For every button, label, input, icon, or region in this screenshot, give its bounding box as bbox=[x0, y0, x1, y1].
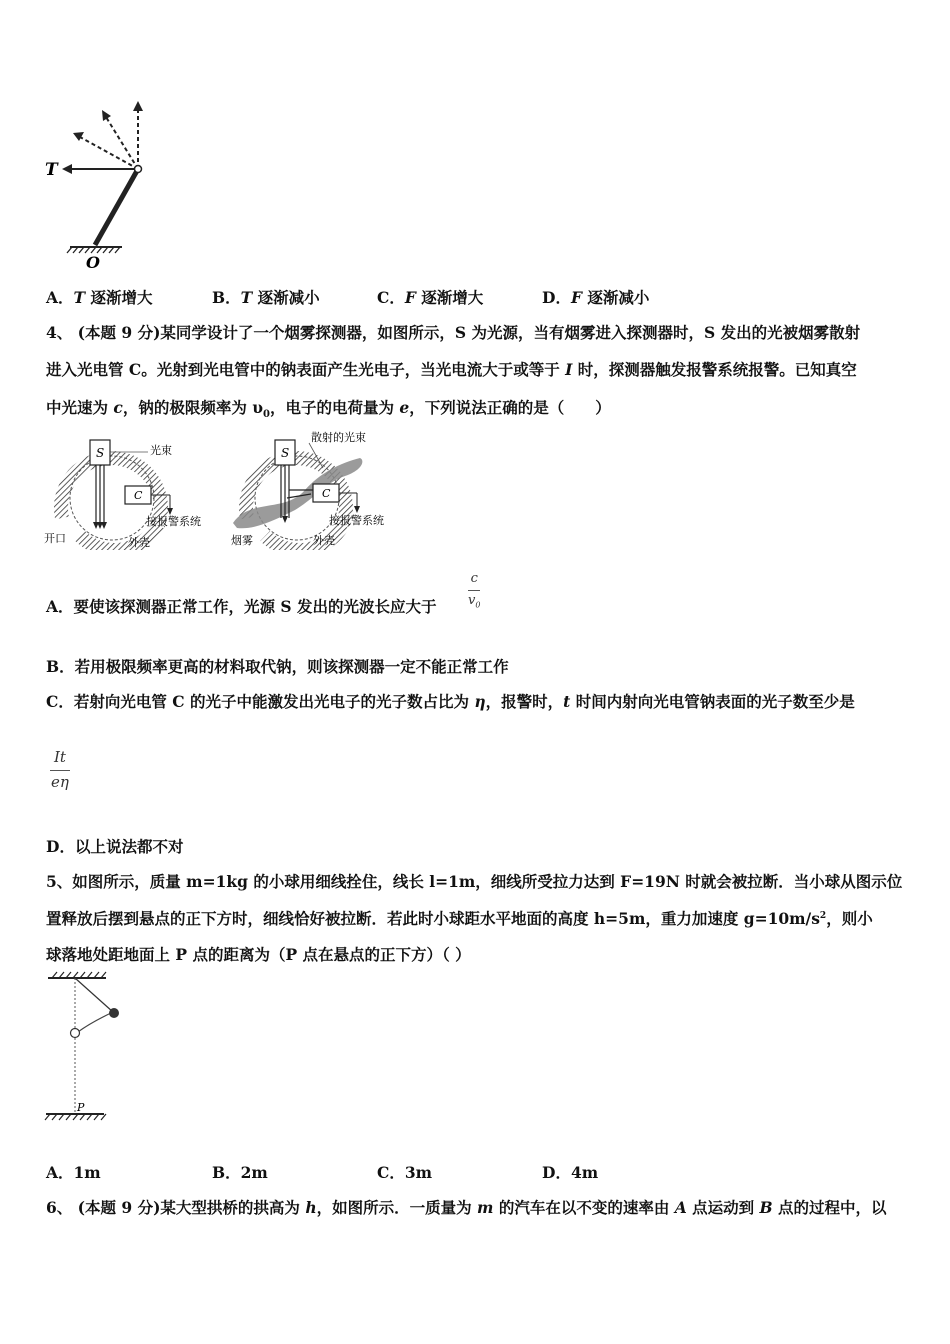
q5-line-2: 置释放后摆到悬点的正下方时，细线恰好被拉断．若此时小球距水平地面的高度 h=5m，重力加速度 $g=10m/s^2$，则小 bbox=[46, 909, 873, 928]
label-P: P bbox=[77, 1101, 85, 1114]
q3-option-b: B．T 逐渐减小 bbox=[212, 288, 320, 307]
fig-right-alarm: 接报警系统 bbox=[329, 514, 384, 527]
fig-left-beam: 光束 bbox=[150, 444, 172, 457]
fig-left-shell: 外壳 bbox=[128, 536, 150, 549]
q3-option-d: D．F 逐渐减小 bbox=[542, 288, 650, 307]
rod-tension-figure bbox=[40, 95, 160, 270]
label-O: O bbox=[86, 253, 100, 270]
q5-line-3: 球落地处距地面上 P 点的距离为（P 点在悬点的正下方）（ ） bbox=[46, 945, 471, 964]
fig-right-C: C bbox=[322, 487, 331, 500]
q3-option-a: A．T 逐渐增大 bbox=[46, 288, 153, 307]
q4-option-a: A．要使该探测器正常工作，光源 S 发出的光波长应大于 bbox=[46, 597, 437, 616]
q4-line-2: 进入光电管 C。光射到光电管中的钠表面产生光电子，当光电流大于或等于 I 时，探测器触发报警系统报警。已知真空 bbox=[46, 360, 857, 379]
fig-left-S: S bbox=[96, 446, 105, 460]
q5-option-d: D．4m bbox=[542, 1163, 599, 1182]
q3-option-c: C．F 逐渐增大 bbox=[377, 288, 484, 307]
q4-line-3: 中光速为 c，钠的极限频率为 $\upsilon_0$，电子的电荷量为 e，下列说法正确的是（ ） bbox=[46, 398, 611, 421]
q6-line-1: 6、 (本题 9 分)某大型拱桥的拱高为 h，如图所示．一质量为 m 的汽车在以不变的速率由 A 点运动到 B 点的过程中，以 bbox=[46, 1198, 887, 1217]
q5-option-a: A．1m bbox=[46, 1163, 101, 1182]
q4-option-c-fraction: $\frac{It}{e\eta}$ bbox=[51, 748, 69, 791]
q4-option-a-fraction: $\frac{c}{v_0}$ bbox=[468, 571, 481, 610]
fig-left-C: C bbox=[134, 489, 143, 502]
fig-right-shell: 外壳 bbox=[313, 534, 335, 547]
fig-right-scattered: 散射的光束 bbox=[311, 431, 366, 444]
fig-left-opening: 开口 bbox=[44, 532, 66, 545]
smoke-detector-figure-left bbox=[40, 430, 215, 550]
q4-option-b: B．若用极限频率更高的材料取代钠，则该探测器一定不能正常工作 bbox=[46, 657, 509, 676]
fig-right-smoke: 烟雾 bbox=[231, 534, 253, 547]
label-T: T bbox=[45, 160, 58, 180]
q4-option-c: C．若射向光电管 C 的光子中能激发出光电子的光子数占比为 η，报警时，t 时间内射向光电管钠表面的光子数至少是 bbox=[46, 692, 855, 711]
smoke-detector-figure-right bbox=[225, 428, 400, 550]
q4-option-d: D．以上说法都不对 bbox=[46, 837, 184, 856]
fig-left-alarm: 接报警系统 bbox=[146, 515, 201, 528]
q5-option-b: B．2m bbox=[212, 1163, 268, 1182]
pendulum-figure bbox=[40, 968, 130, 1128]
q4-line-1: 4、 (本题 9 分)某同学设计了一个烟雾探测器，如图所示，S 为光源，当有烟雾进入探测器时，S 发出的光被烟雾散射 bbox=[46, 323, 861, 342]
q5-option-c: C．3m bbox=[377, 1163, 433, 1182]
fig-right-S: S bbox=[281, 446, 290, 460]
q5-line-1: 5、如图所示，质量 m=1kg 的小球用细线拴住，线长 l=1m，细线所受拉力达到 F=19N 时就会被拉断．当小球从图示位 bbox=[46, 872, 903, 891]
